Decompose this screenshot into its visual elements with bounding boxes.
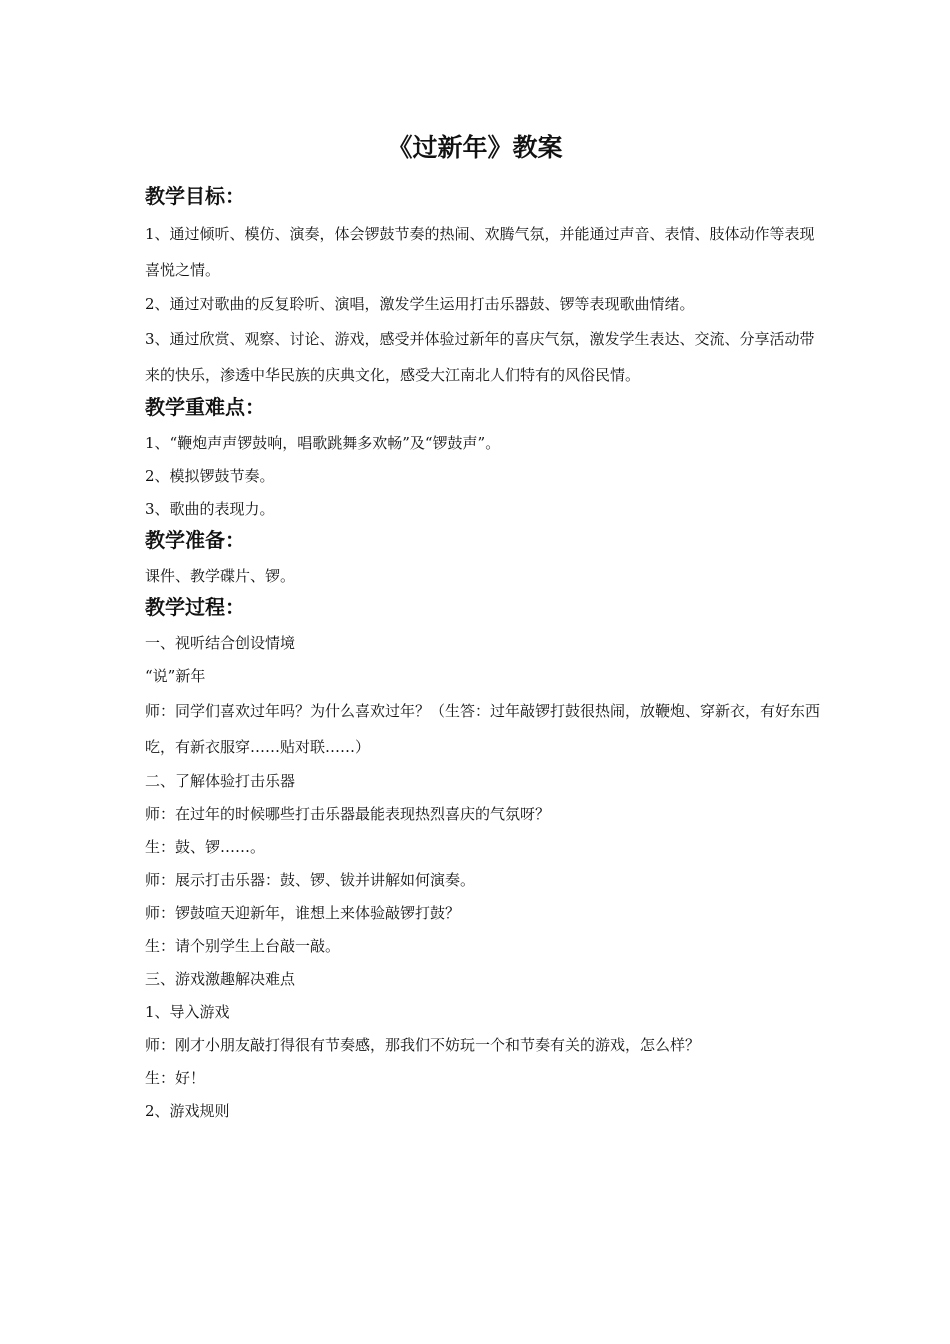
paragraph: 师：同学们喜欢过年吗？为什么喜欢过年？（生答：过年敲锣打鼓很热闹，放鞭炮、穿新衣，有好东西吃，有新衣服穿……贴对联……） — [145, 702, 821, 756]
paragraph: 课件、教学碟片、锣。 — [145, 567, 296, 585]
paragraph: 1、“鞭炮声声锣鼓响，唱歌跳舞多欢畅”及“锣鼓声”。 — [145, 434, 501, 452]
paragraph: 生：好！ — [145, 1069, 206, 1087]
paragraph: 3、歌曲的表现力。 — [145, 500, 275, 518]
document-title: 《过新年》教案 — [387, 133, 563, 162]
paragraph: 2、通过对歌曲的反复聆听、演唱，激发学生运用打击乐器鼓、锣等表现歌曲情绪。 — [145, 295, 695, 313]
section-process — [145, 593, 825, 1128]
paragraph: 师：锣鼓喧天迎新年，谁想上来体验敲锣打鼓？ — [145, 904, 461, 922]
paragraph: 师：刚才小朋友敲打得很有节奏感，那我们不妨玩一个和节奏有关的游戏，怎么样？ — [145, 1036, 701, 1054]
paragraph: 3、通过欣赏、观察、讨论、游戏，感受并体验过新年的喜庆气氛，激发学生表达、交流、分享活动带来的快乐，渗透中华民族的庆典文化，感受大江南北人们特有的风俗民情。 — [145, 330, 815, 384]
paragraph: 生：请个别学生上台敲一敲。 — [145, 937, 341, 955]
section-key-points — [145, 393, 825, 526]
section-heading: 教学重难点： — [145, 395, 265, 419]
section-objectives — [145, 182, 825, 393]
section-preparation — [145, 526, 825, 593]
paragraph: 生：鼓、锣……。 — [145, 838, 266, 856]
section-heading: 教学准备： — [145, 528, 245, 552]
paragraph: 二、了解体验打击乐器 — [145, 772, 296, 790]
paragraph: 师：展示打击乐器：鼓、锣、钹并讲解如何演奏。 — [145, 871, 476, 889]
document-body — [145, 182, 825, 1128]
section-heading: 教学目标： — [145, 184, 245, 208]
paragraph: 2、模拟锣鼓节奏。 — [145, 467, 275, 485]
paragraph: 三、游戏激趣解决难点 — [145, 970, 296, 988]
paragraph: 1、通过倾听、模仿、演奏，体会锣鼓节奏的热闹、欢腾气氛，并能通过声音、表情、肢体动作等表现喜悦之情。 — [145, 225, 815, 279]
paragraph: 2、游戏规则 — [145, 1102, 230, 1120]
section-heading: 教学过程： — [145, 595, 245, 619]
paragraph: 师：在过年的时候哪些打击乐器最能表现热烈喜庆的气氛呀？ — [145, 805, 551, 823]
paragraph: 一、视听结合创设情境 — [145, 634, 296, 652]
paragraph: 1、导入游戏 — [145, 1003, 230, 1021]
paragraph: “说”新年 — [145, 667, 206, 685]
